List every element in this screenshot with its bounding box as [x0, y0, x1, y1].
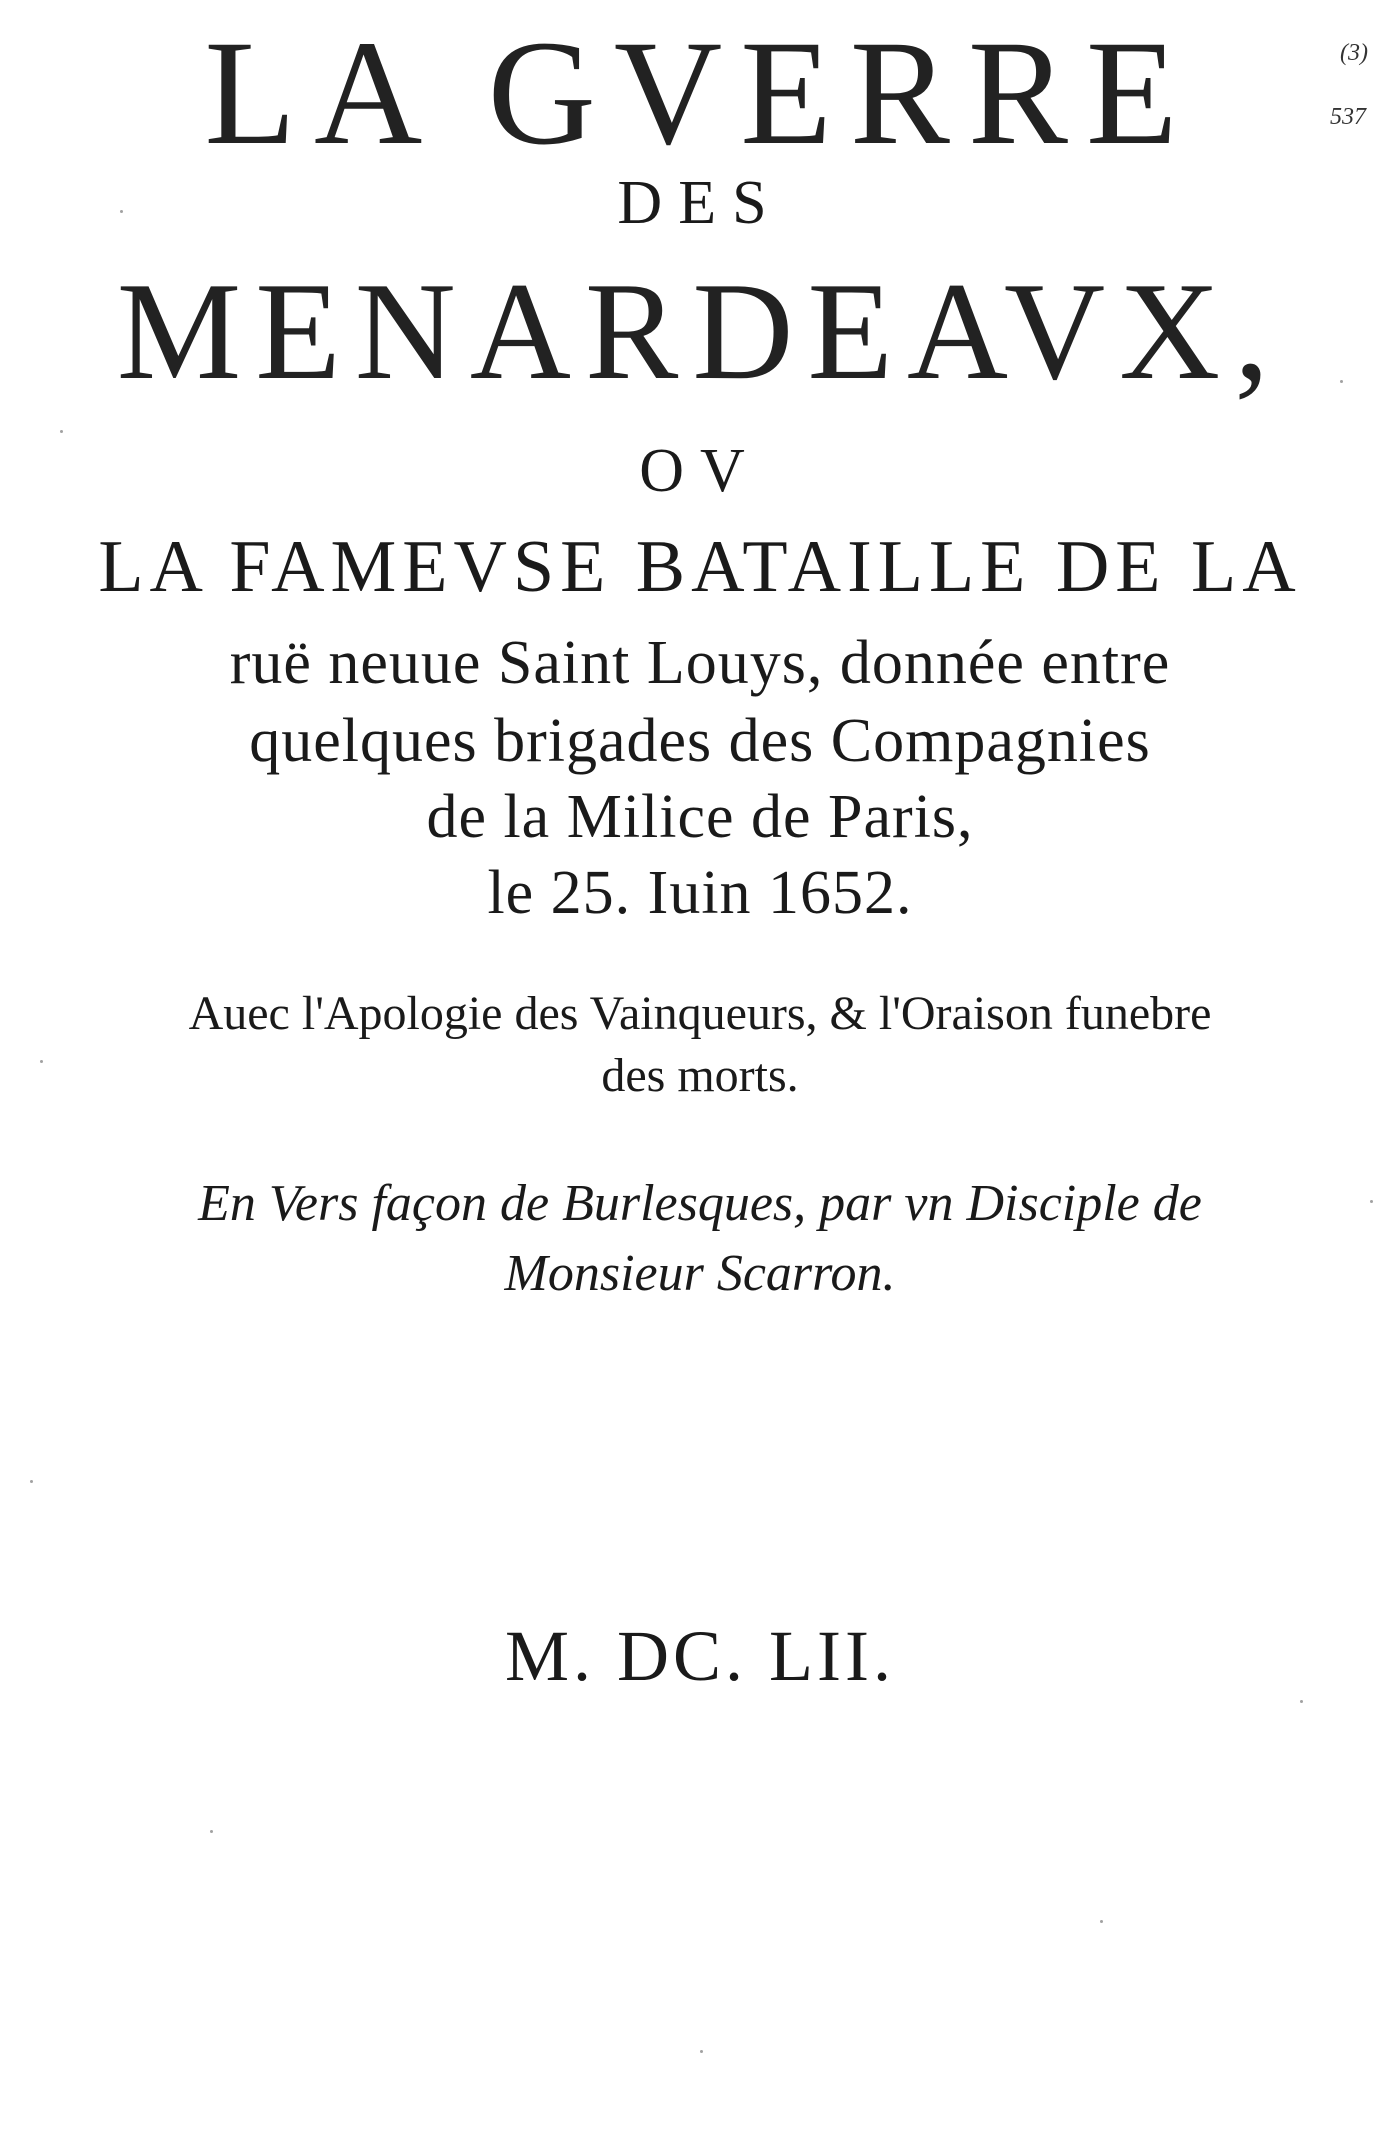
paper-speck — [700, 2050, 703, 2053]
paper-speck — [60, 430, 63, 433]
paper-speck — [30, 1480, 33, 1483]
verse-line-2: Monsieur Scarron. — [504, 1245, 896, 1302]
subtitle-line-2: quelques brigades des Compagnies — [249, 707, 1151, 775]
paper-speck — [120, 210, 123, 213]
paper-speck — [1100, 1920, 1103, 1923]
paper-speck — [210, 1830, 213, 1833]
subtitle-line-3: de la Milice de Paris, — [426, 783, 974, 851]
margin-annotation-folio: (3) — [1340, 40, 1368, 66]
paper-speck — [1300, 1700, 1303, 1703]
title-line-3: MENARDEAVX, — [116, 254, 1284, 409]
title-line-4: OV — [639, 437, 761, 505]
subtitle-caps: LA FAMEVSE BATAILLE DE LA — [98, 526, 1302, 608]
apology-line-2: des morts. — [601, 1049, 799, 1102]
paper-speck — [40, 1060, 43, 1063]
margin-annotation-number: 537 — [1330, 104, 1366, 130]
subtitle-line-4: le 25. Iuin 1652. — [487, 859, 913, 927]
imprint-date: M. DC. LII. — [505, 1616, 895, 1696]
apology-line-1: Auec l'Apologie des Vainqueurs, & l'Oraison funebre — [188, 987, 1212, 1040]
title-line-1: LA GVERRE — [204, 10, 1196, 176]
title-line-2: DES — [617, 169, 783, 237]
verse-line-1: En Vers façon de Burlesques, par vn Disciple de — [198, 1175, 1202, 1232]
subtitle-line-1: ruë neuue Saint Louys, donnée entre — [229, 629, 1171, 697]
paper-speck — [1370, 1200, 1373, 1203]
paper-speck — [1340, 380, 1343, 383]
